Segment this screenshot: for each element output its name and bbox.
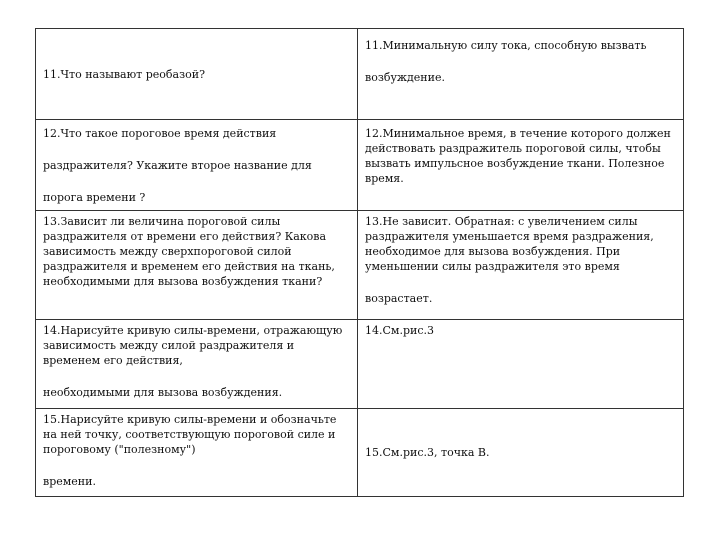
qa-table xyxy=(35,28,684,497)
question-cell xyxy=(36,29,358,120)
answer-text: возбуждение. xyxy=(365,71,445,84)
answer-text: 12.Минимальное время, в течение которого должен действовать раздражитель пороговой силы, чтобы вызвать импульсное возбуждение ткани. Полезное время. xyxy=(365,127,671,185)
question-cell xyxy=(36,120,358,211)
answer-cell xyxy=(358,320,684,409)
question-text: 15.Нарисуйте кривую силы-времени и обозначьте на ней точку, соответствующую пороговой силе и пороговому ("полезному") xyxy=(43,413,337,456)
question-text: 11.Что называют реобазой? xyxy=(43,67,205,81)
question-cell xyxy=(36,409,358,497)
table-row xyxy=(36,29,684,120)
answer-cell xyxy=(358,409,684,497)
question-text: порога времени ? xyxy=(43,191,146,204)
table-row xyxy=(36,320,684,409)
answer-text: 15.См.рис.3, точка В. xyxy=(365,446,490,459)
table-row xyxy=(36,211,684,320)
answer-cell xyxy=(358,120,684,211)
answer-text: 13.Не зависит. Обратная: с увеличением силы раздражителя уменьшается время раздражения, необходимое для вызова возбуждения. При уменьшении силы раздражителя это время xyxy=(365,215,654,273)
question-text: 14.Нарисуйте кривую силы-времени, отражающую зависимость между силой раздражителя и временем его действия, xyxy=(43,324,343,367)
question-text: 12.Что такое пороговое время действия xyxy=(43,127,277,140)
table-row xyxy=(36,120,684,211)
answer-text: 14.См.рис.3 xyxy=(365,324,434,337)
question-text: раздражителя? Укажите второе название для xyxy=(43,159,312,172)
question-text: необходимыми для вызова возбуждения. xyxy=(43,386,283,399)
answer-text: 11.Минимальную силу тока, способную вызвать xyxy=(365,39,647,52)
answer-cell xyxy=(358,211,684,320)
answer-cell xyxy=(358,29,684,120)
question-cell xyxy=(36,211,358,320)
table-row xyxy=(36,409,684,497)
question-text: времени. xyxy=(43,475,96,488)
question-text: 13.Зависит ли величина пороговой силы раздражителя от времени его действия? Какова зависимость между сверхпороговой силой раздражителя и временем его действия на ткань, необходимыми для вызова возбуждения ткани? xyxy=(43,215,335,288)
question-cell xyxy=(36,320,358,409)
answer-text: возрастает. xyxy=(365,292,433,305)
